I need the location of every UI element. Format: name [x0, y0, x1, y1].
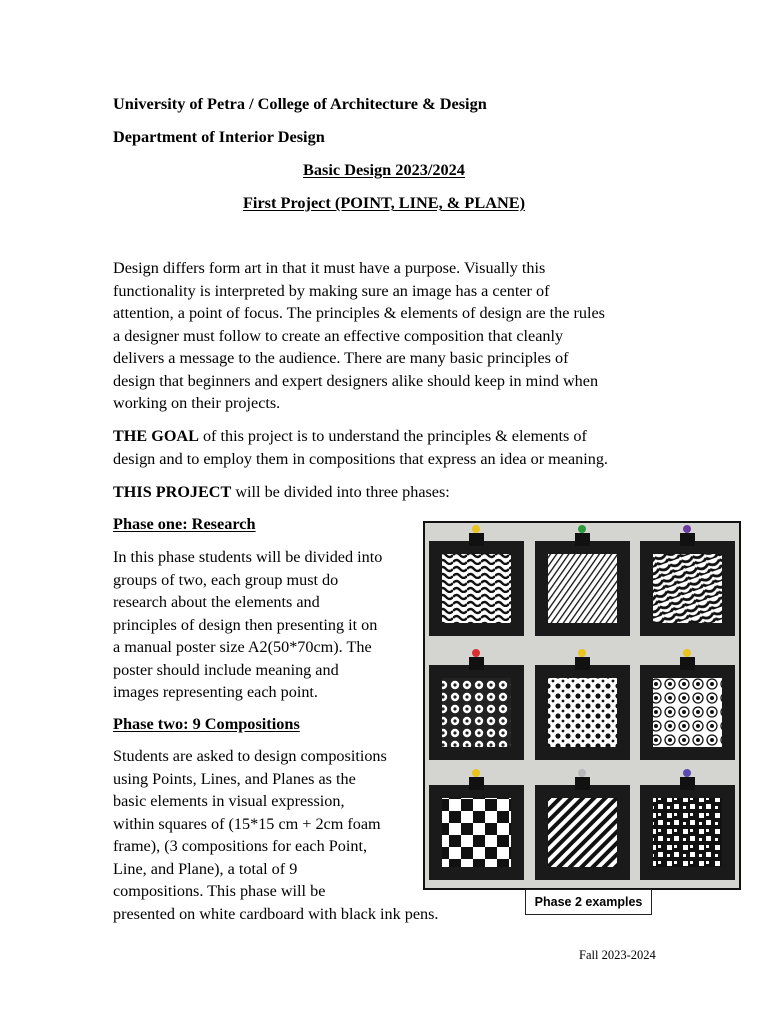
phase-two-line: presented on white cardboard with black ink pens.: [113, 904, 439, 923]
binder-clip: [575, 777, 590, 790]
intro-line: attention, a point of focus. The principles & elements of design are the rules: [113, 304, 605, 322]
composition-artwork: [548, 798, 617, 867]
push-pin: [472, 769, 480, 777]
figure-caption: Phase 2 examples: [525, 889, 652, 915]
binder-clip: [469, 533, 484, 546]
binder-clip: [680, 777, 695, 790]
binder-clip: [680, 657, 695, 670]
intro-line: Design differs form art in that it must have a purpose. Visually this: [113, 259, 546, 277]
phase-two-line: Students are asked to design compositions: [113, 747, 387, 765]
composition-artwork: [653, 798, 722, 867]
phase-one-line: poster should include meaning and: [113, 660, 339, 679]
goal-text-2: design and to employ them in compositions that express an idea or meaning.: [113, 449, 608, 468]
compositions-photo: [423, 521, 741, 890]
intro-line: delivers a message to the audience. There are many basic principles of: [113, 349, 569, 367]
push-pin: [578, 649, 586, 657]
composition-artwork: [653, 678, 722, 747]
binder-clip: [575, 657, 590, 670]
composition-artwork: [442, 798, 511, 867]
project-title-text: First Project (POINT, LINE, & PLANE): [242, 193, 525, 212]
push-pin: [578, 525, 586, 533]
goal-lead: THE GOAL: [113, 427, 199, 445]
compositions-photo-art: [425, 523, 739, 888]
phase-two-line: using Points, Lines, and Planes as the: [113, 769, 356, 788]
phase-two-line: within squares of (15*15 cm + 2cm foam: [113, 814, 381, 833]
university-heading: University of Petra / College of Architecture & Design: [113, 94, 487, 113]
binder-clip: [469, 657, 484, 670]
project-paragraph: [113, 481, 450, 504]
phase-one-line: images representing each point.: [113, 683, 318, 701]
phase-one-line: In this phase students will be divided into: [113, 548, 383, 566]
footer-note: Fall 2023-2024: [579, 948, 656, 962]
binder-clip: [680, 533, 695, 546]
course-title: [0, 160, 768, 180]
composition-artwork: [548, 678, 617, 747]
goal-paragraph: [113, 425, 608, 470]
binder-clip: [469, 777, 484, 790]
phase-one-line: principles of design then presenting it on: [113, 615, 378, 634]
intro-line: working on their projects.: [113, 394, 281, 412]
phase-one-line: groups of two, each group must do: [113, 570, 339, 589]
composition-artwork: [442, 554, 511, 623]
phase-two-line: frame), (3 compositions for each Point,: [113, 837, 367, 855]
goal-text: of this project is to understand the principles & elements of: [198, 427, 587, 445]
phase-two-heading-text: Phase two: 9 Compositions: [113, 714, 300, 733]
binder-clip: [575, 533, 590, 546]
intro-paragraph: [113, 257, 605, 415]
phase-one-paragraph: [113, 546, 382, 704]
course-title-text: Basic Design 2023/2024: [303, 160, 465, 179]
phase-one-line: research about the elements and: [113, 593, 320, 611]
department-heading: Department of Interior Design: [113, 127, 325, 146]
phase-one-heading-text: Phase one: Research: [113, 514, 256, 533]
phase-one-heading: [113, 514, 256, 534]
push-pin: [472, 525, 480, 533]
phase-two-paragraph: [113, 745, 438, 925]
phase-two-line: compositions. This phase will be: [113, 882, 326, 900]
push-pin: [683, 525, 691, 533]
push-pin: [683, 769, 691, 777]
phase-two-line: Line, and Plane), a total of 9: [113, 859, 298, 878]
project-text: will be divided into three phases:: [231, 483, 450, 501]
intro-line: design that beginners and expert designers alike should keep in mind when: [113, 371, 599, 390]
intro-line: a designer must follow to create an effective composition that cleanly: [113, 326, 564, 345]
composition-artwork: [548, 554, 617, 623]
project-title: [0, 193, 768, 213]
push-pin: [472, 649, 480, 657]
phase-one-line: a manual poster size A2(50*70cm). The: [113, 638, 372, 656]
intro-line: functionality is interpreted by making sure an image has a center of: [113, 281, 550, 300]
project-lead: THIS PROJECT: [113, 483, 232, 501]
phase-two-heading: [113, 714, 300, 734]
phase-two-line: basic elements in visual expression,: [113, 792, 345, 810]
push-pin: [578, 769, 586, 777]
composition-artwork: [653, 554, 722, 623]
composition-artwork: [442, 678, 511, 747]
push-pin: [683, 649, 691, 657]
